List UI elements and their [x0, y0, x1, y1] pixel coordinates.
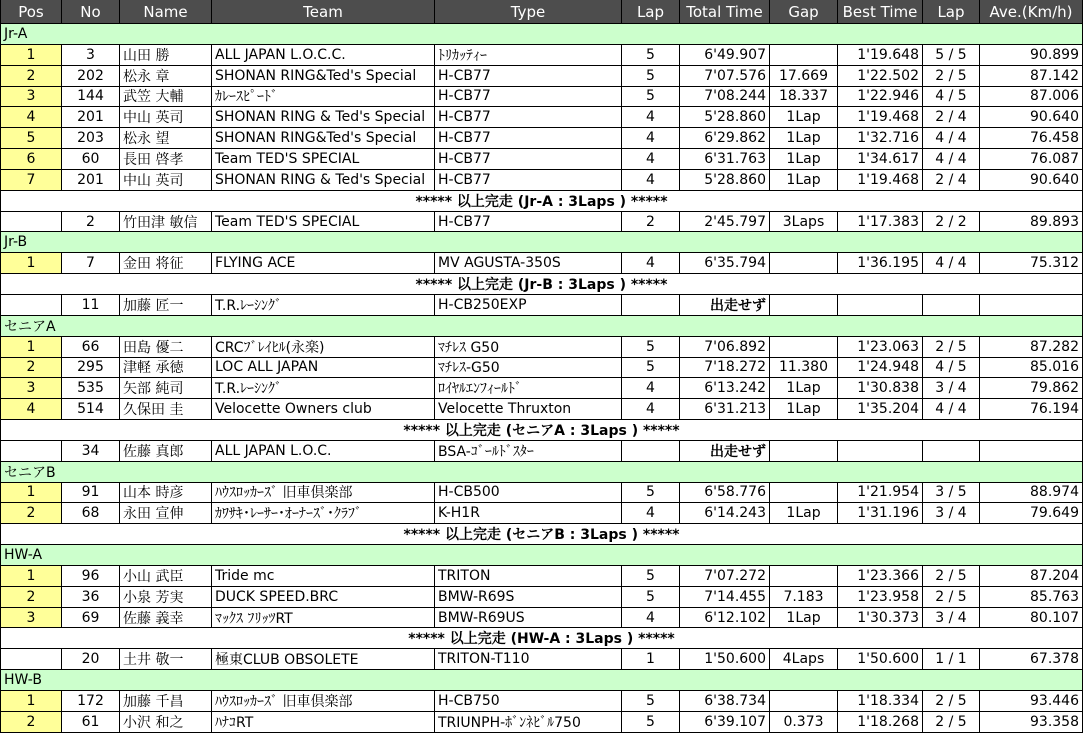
total-time-cell: 6'12.102: [680, 608, 770, 629]
rider-name-cell: 武笠 大輔: [120, 87, 212, 108]
laps-cell: 4: [622, 399, 680, 420]
number-cell: 535: [62, 378, 120, 399]
laps-cell: 5: [622, 587, 680, 608]
team-cell: Team TED'S SPECIAL: [212, 212, 435, 233]
team-cell: LOC ALL JAPAN: [212, 358, 435, 379]
team-cell: SHONAN RING&Ted's Special: [212, 66, 435, 87]
best-time-cell: 1'24.948: [838, 358, 923, 379]
total-time-cell: 7'07.272: [680, 566, 770, 587]
best-lap-cell: 5 / 5: [923, 45, 980, 66]
best-time-cell: [838, 295, 923, 316]
average-speed-cell: 85.016: [980, 358, 1083, 379]
rider-name-cell: 津軽 承徳: [120, 358, 212, 379]
pos-cell: 2: [0, 712, 62, 733]
number-cell: 201: [62, 170, 120, 191]
total-time-cell: 7'06.892: [680, 337, 770, 358]
best-lap-cell: 2 / 5: [923, 587, 980, 608]
best-lap-cell: [923, 295, 980, 316]
machine-type-cell: H-CB750: [435, 691, 622, 712]
laps-cell: 5: [622, 45, 680, 66]
number-cell: 295: [62, 358, 120, 379]
pos-cell: 2: [0, 587, 62, 608]
finish-note: ***** 以上完走 (Jr-B : 3Laps ) *****: [0, 274, 1083, 295]
machine-type-cell: H-CB77: [435, 128, 622, 149]
team-cell: CRCﾌﾞﾚｲﾋﾙ(永楽): [212, 337, 435, 358]
average-speed-cell: [980, 441, 1083, 462]
total-time-cell: 6'35.794: [680, 253, 770, 274]
number-cell: 203: [62, 128, 120, 149]
class-label: セニアB: [0, 462, 1083, 483]
number-cell: 68: [62, 503, 120, 524]
laps-cell: 2: [622, 212, 680, 233]
best-time-cell: 1'50.600: [838, 649, 923, 670]
laps-cell: 5: [622, 483, 680, 504]
column-header-laps: Lap: [622, 0, 680, 24]
pos-cell: [0, 295, 62, 316]
rider-name-cell: 矢部 純司: [120, 378, 212, 399]
average-speed-cell: 79.649: [980, 503, 1083, 524]
number-cell: 172: [62, 691, 120, 712]
team-cell: ｶﾚｰｽﾋﾟｰﾄﾞ: [212, 87, 435, 108]
gap-cell: [770, 566, 838, 587]
pos-cell: 1: [0, 691, 62, 712]
laps-cell: 4: [622, 608, 680, 629]
team-cell: Velocette Owners club: [212, 399, 435, 420]
rider-name-cell: 加藤 千昌: [120, 691, 212, 712]
average-speed-cell: 87.142: [980, 66, 1083, 87]
best-lap-cell: 2 / 5: [923, 712, 980, 733]
pos-cell: 1: [0, 566, 62, 587]
best-time-cell: 1'23.366: [838, 566, 923, 587]
column-header-name: Name: [120, 0, 212, 24]
machine-type-cell: ﾄﾘｶｯﾃｨｰ: [435, 45, 622, 66]
rider-name-cell: 山本 時彦: [120, 483, 212, 504]
gap-cell: 1Lap: [770, 399, 838, 420]
column-header-number: No: [62, 0, 120, 24]
total-time-cell: 6'31.763: [680, 149, 770, 170]
number-cell: 7: [62, 253, 120, 274]
best-time-cell: 1'18.268: [838, 712, 923, 733]
gap-cell: 0.373: [770, 712, 838, 733]
total-time-cell: 6'13.242: [680, 378, 770, 399]
machine-type-cell: BSA-ｺﾞｰﾙﾄﾞｽﾀｰ: [435, 441, 622, 462]
best-lap-cell: 2 / 5: [923, 566, 980, 587]
best-lap-cell: [923, 441, 980, 462]
gap-cell: [770, 45, 838, 66]
finish-note: ***** 以上完走 (Jr-A : 3Laps ) *****: [0, 191, 1083, 212]
best-time-cell: 1'32.716: [838, 128, 923, 149]
team-cell: ﾏｯｸｽ ﾌﾘｯﾂRT: [212, 608, 435, 629]
total-time-cell: 6'58.776: [680, 483, 770, 504]
laps-cell: 5: [622, 87, 680, 108]
class-label: セニアA: [0, 316, 1083, 337]
team-cell: 極東CLUB OBSOLETE: [212, 649, 435, 670]
machine-type-cell: ﾏﾁﾚｽ G50: [435, 337, 622, 358]
average-speed-cell: 76.087: [980, 149, 1083, 170]
rider-name-cell: 永田 宣伸: [120, 503, 212, 524]
total-time-cell: 1'50.600: [680, 649, 770, 670]
rider-name-cell: 中山 英司: [120, 170, 212, 191]
rider-name-cell: 長田 啓孝: [120, 149, 212, 170]
gap-cell: [770, 691, 838, 712]
finish-note: ***** 以上完走 (HW-A : 3Laps ) *****: [0, 628, 1083, 649]
average-speed-cell: 79.862: [980, 378, 1083, 399]
total-time-cell: 6'14.243: [680, 503, 770, 524]
pos-cell: 1: [0, 483, 62, 504]
gap-cell: 1Lap: [770, 128, 838, 149]
machine-type-cell: TRITON: [435, 566, 622, 587]
laps-cell: 5: [622, 712, 680, 733]
rider-name-cell: 小山 武臣: [120, 566, 212, 587]
laps-cell: [622, 441, 680, 462]
machine-type-cell: TRITON-T110: [435, 649, 622, 670]
number-cell: 11: [62, 295, 120, 316]
pos-cell: 4: [0, 107, 62, 128]
machine-type-cell: K-H1R: [435, 503, 622, 524]
rider-name-cell: 小泉 芳実: [120, 587, 212, 608]
team-cell: SHONAN RING & Ted's Special: [212, 107, 435, 128]
average-speed-cell: 88.974: [980, 483, 1083, 504]
average-speed-cell: 87.204: [980, 566, 1083, 587]
rider-name-cell: 松永 章: [120, 66, 212, 87]
best-lap-cell: 3 / 5: [923, 483, 980, 504]
team-cell: Team TED'S SPECIAL: [212, 149, 435, 170]
rider-name-cell: 加藤 匠一: [120, 295, 212, 316]
average-speed-cell: 93.446: [980, 691, 1083, 712]
average-speed-cell: 75.312: [980, 253, 1083, 274]
average-speed-cell: 87.006: [980, 87, 1083, 108]
pos-cell: 3: [0, 87, 62, 108]
number-cell: 201: [62, 107, 120, 128]
team-cell: ALL JAPAN L.O.C.C.: [212, 45, 435, 66]
column-header-average-speed: Ave.(Km/h): [980, 0, 1083, 24]
laps-cell: 5: [622, 358, 680, 379]
laps-cell: 4: [622, 503, 680, 524]
number-cell: 69: [62, 608, 120, 629]
best-lap-cell: 3 / 4: [923, 608, 980, 629]
machine-type-cell: H-CB77: [435, 212, 622, 233]
rider-name-cell: 久保田 圭: [120, 399, 212, 420]
gap-cell: [770, 337, 838, 358]
best-time-cell: 1'34.617: [838, 149, 923, 170]
team-cell: SHONAN RING&Ted's Special: [212, 128, 435, 149]
best-time-cell: 1'22.502: [838, 66, 923, 87]
pos-cell: 2: [0, 66, 62, 87]
class-label: Jr-A: [0, 24, 1083, 45]
best-time-cell: 1'19.468: [838, 107, 923, 128]
best-lap-cell: 4 / 5: [923, 358, 980, 379]
average-speed-cell: 93.358: [980, 712, 1083, 733]
pos-cell: 3: [0, 378, 62, 399]
laps-cell: [622, 295, 680, 316]
machine-type-cell: Velocette Thruxton: [435, 399, 622, 420]
total-time-cell: 6'49.907: [680, 45, 770, 66]
best-lap-cell: 2 / 5: [923, 691, 980, 712]
machine-type-cell: H-CB77: [435, 149, 622, 170]
average-speed-cell: 90.899: [980, 45, 1083, 66]
column-header-type: Type: [435, 0, 622, 24]
column-header-best-lap: Lap: [923, 0, 980, 24]
best-lap-cell: 4 / 4: [923, 128, 980, 149]
machine-type-cell: ﾏﾁﾚｽ-G50: [435, 358, 622, 379]
number-cell: 61: [62, 712, 120, 733]
total-time-cell: 7'07.576: [680, 66, 770, 87]
pos-cell: 1: [0, 337, 62, 358]
rider-name-cell: 佐藤 義幸: [120, 608, 212, 629]
team-cell: T.R.ﾚｰｼﾝｸﾞ: [212, 295, 435, 316]
column-header-gap: Gap: [770, 0, 838, 24]
column-header-pos: Pos: [0, 0, 62, 24]
best-time-cell: 1'22.946: [838, 87, 923, 108]
best-lap-cell: 4 / 5: [923, 87, 980, 108]
best-time-cell: [838, 441, 923, 462]
pos-cell: 4: [0, 399, 62, 420]
total-time-cell: 5'28.860: [680, 107, 770, 128]
column-header-total-time: Total Time: [680, 0, 770, 24]
team-cell: ﾊｳｽﾛｯｶｰｽﾞ 旧車倶楽部: [212, 483, 435, 504]
best-lap-cell: 3 / 4: [923, 503, 980, 524]
column-header-team: Team: [212, 0, 435, 24]
average-speed-cell: 89.893: [980, 212, 1083, 233]
rider-name-cell: 山田 勝: [120, 45, 212, 66]
finish-note: ***** 以上完走 (セニアB : 3Laps ) *****: [0, 524, 1083, 545]
number-cell: 2: [62, 212, 120, 233]
team-cell: Tride mc: [212, 566, 435, 587]
average-speed-cell: 85.763: [980, 587, 1083, 608]
rider-name-cell: 田島 優二: [120, 337, 212, 358]
rider-name-cell: 佐藤 真郎: [120, 441, 212, 462]
pos-cell: [0, 212, 62, 233]
best-time-cell: 1'18.334: [838, 691, 923, 712]
gap-cell: 18.337: [770, 87, 838, 108]
machine-type-cell: ﾛｲﾔﾙｴﾝﾌｨｰﾙﾄﾞ: [435, 378, 622, 399]
gap-cell: [770, 483, 838, 504]
laps-cell: 4: [622, 128, 680, 149]
machine-type-cell: H-CB250EXP: [435, 295, 622, 316]
machine-type-cell: MV AGUSTA-350S: [435, 253, 622, 274]
best-time-cell: 1'19.648: [838, 45, 923, 66]
gap-cell: 17.669: [770, 66, 838, 87]
number-cell: 514: [62, 399, 120, 420]
gap-cell: 1Lap: [770, 149, 838, 170]
rider-name-cell: 金田 将征: [120, 253, 212, 274]
gap-cell: 1Lap: [770, 378, 838, 399]
pos-cell: [0, 649, 62, 670]
average-speed-cell: 76.194: [980, 399, 1083, 420]
best-lap-cell: 2 / 5: [923, 66, 980, 87]
finish-note: ***** 以上完走 (セニアA : 3Laps ) *****: [0, 420, 1083, 441]
average-speed-cell: [980, 295, 1083, 316]
total-time-cell: 2'45.797: [680, 212, 770, 233]
best-time-cell: 1'17.383: [838, 212, 923, 233]
laps-cell: 1: [622, 649, 680, 670]
team-cell: ｶﾜｻｷ･ﾚｰｻｰ･ｵｰﾅｰｽﾞ･ｸﾗﾌﾞ: [212, 503, 435, 524]
rider-name-cell: 土井 敬一: [120, 649, 212, 670]
best-time-cell: 1'19.468: [838, 170, 923, 191]
laps-cell: 4: [622, 378, 680, 399]
best-lap-cell: 4 / 4: [923, 399, 980, 420]
gap-cell: 1Lap: [770, 608, 838, 629]
team-cell: FLYING ACE: [212, 253, 435, 274]
gap-cell: [770, 253, 838, 274]
pos-cell: 3: [0, 608, 62, 629]
best-lap-cell: 2 / 2: [923, 212, 980, 233]
gap-cell: [770, 441, 838, 462]
best-time-cell: 1'36.195: [838, 253, 923, 274]
team-cell: DUCK SPEED.BRC: [212, 587, 435, 608]
best-time-cell: 1'23.958: [838, 587, 923, 608]
number-cell: 66: [62, 337, 120, 358]
laps-cell: 4: [622, 170, 680, 191]
team-cell: T.R.ﾚｰｼﾝｸﾞ: [212, 378, 435, 399]
team-cell: ﾊﾅｺRT: [212, 712, 435, 733]
rider-name-cell: 小沢 和之: [120, 712, 212, 733]
team-cell: SHONAN RING & Ted's Special: [212, 170, 435, 191]
laps-cell: 4: [622, 253, 680, 274]
gap-cell: 1Lap: [770, 107, 838, 128]
machine-type-cell: BMW-R69US: [435, 608, 622, 629]
best-lap-cell: 4 / 4: [923, 253, 980, 274]
best-lap-cell: 3 / 4: [923, 378, 980, 399]
average-speed-cell: 67.378: [980, 649, 1083, 670]
pos-cell: 1: [0, 253, 62, 274]
machine-type-cell: H-CB77: [435, 87, 622, 108]
number-cell: 36: [62, 587, 120, 608]
best-lap-cell: 1 / 1: [923, 649, 980, 670]
total-time-cell: 出走せず: [680, 441, 770, 462]
class-label: HW-B: [0, 670, 1083, 691]
total-time-cell: 6'29.862: [680, 128, 770, 149]
laps-cell: 5: [622, 566, 680, 587]
number-cell: 34: [62, 441, 120, 462]
pos-cell: 1: [0, 45, 62, 66]
best-time-cell: 1'21.954: [838, 483, 923, 504]
best-time-cell: 1'31.196: [838, 503, 923, 524]
best-lap-cell: 4 / 4: [923, 149, 980, 170]
number-cell: 60: [62, 149, 120, 170]
best-lap-cell: 2 / 4: [923, 107, 980, 128]
average-speed-cell: 87.282: [980, 337, 1083, 358]
pos-cell: 5: [0, 128, 62, 149]
best-time-cell: 1'35.204: [838, 399, 923, 420]
average-speed-cell: 76.458: [980, 128, 1083, 149]
machine-type-cell: H-CB77: [435, 66, 622, 87]
pos-cell: 6: [0, 149, 62, 170]
pos-cell: 7: [0, 170, 62, 191]
best-lap-cell: 2 / 4: [923, 170, 980, 191]
team-cell: ﾊｳｽﾛｯｶｰｽﾞ 旧車倶楽部: [212, 691, 435, 712]
average-speed-cell: 90.640: [980, 170, 1083, 191]
total-time-cell: 出走せず: [680, 295, 770, 316]
laps-cell: 5: [622, 66, 680, 87]
machine-type-cell: H-CB77: [435, 170, 622, 191]
laps-cell: 4: [622, 149, 680, 170]
machine-type-cell: BMW-R69S: [435, 587, 622, 608]
average-speed-cell: 90.640: [980, 107, 1083, 128]
gap-cell: 4Laps: [770, 649, 838, 670]
number-cell: 144: [62, 87, 120, 108]
machine-type-cell: H-CB77: [435, 107, 622, 128]
laps-cell: 5: [622, 337, 680, 358]
best-time-cell: 1'30.838: [838, 378, 923, 399]
total-time-cell: 5'28.860: [680, 170, 770, 191]
column-header-best-time: Best Time: [838, 0, 923, 24]
gap-cell: [770, 295, 838, 316]
gap-cell: 3Laps: [770, 212, 838, 233]
rider-name-cell: 中山 英司: [120, 107, 212, 128]
total-time-cell: 7'14.455: [680, 587, 770, 608]
best-time-cell: 1'30.373: [838, 608, 923, 629]
average-speed-cell: 80.107: [980, 608, 1083, 629]
best-time-cell: 1'23.063: [838, 337, 923, 358]
rider-name-cell: 竹田津 敏信: [120, 212, 212, 233]
machine-type-cell: H-CB500: [435, 483, 622, 504]
total-time-cell: 6'38.734: [680, 691, 770, 712]
class-label: HW-A: [0, 545, 1083, 566]
laps-cell: 4: [622, 107, 680, 128]
rider-name-cell: 松永 望: [120, 128, 212, 149]
gap-cell: 7.183: [770, 587, 838, 608]
number-cell: 91: [62, 483, 120, 504]
best-lap-cell: 2 / 5: [923, 337, 980, 358]
gap-cell: 11.380: [770, 358, 838, 379]
number-cell: 20: [62, 649, 120, 670]
total-time-cell: 7'18.272: [680, 358, 770, 379]
pos-cell: 2: [0, 503, 62, 524]
number-cell: 96: [62, 566, 120, 587]
class-label: Jr-B: [0, 232, 1083, 253]
machine-type-cell: TRIUNPH-ﾎﾞﾝﾈﾋﾞﾙ750: [435, 712, 622, 733]
number-cell: 202: [62, 66, 120, 87]
total-time-cell: 6'39.107: [680, 712, 770, 733]
total-time-cell: 6'31.213: [680, 399, 770, 420]
laps-cell: 5: [622, 691, 680, 712]
team-cell: ALL JAPAN L.O.C.: [212, 441, 435, 462]
gap-cell: 1Lap: [770, 503, 838, 524]
gap-cell: 1Lap: [770, 170, 838, 191]
pos-cell: 2: [0, 358, 62, 379]
number-cell: 3: [62, 45, 120, 66]
pos-cell: [0, 441, 62, 462]
total-time-cell: 7'08.244: [680, 87, 770, 108]
